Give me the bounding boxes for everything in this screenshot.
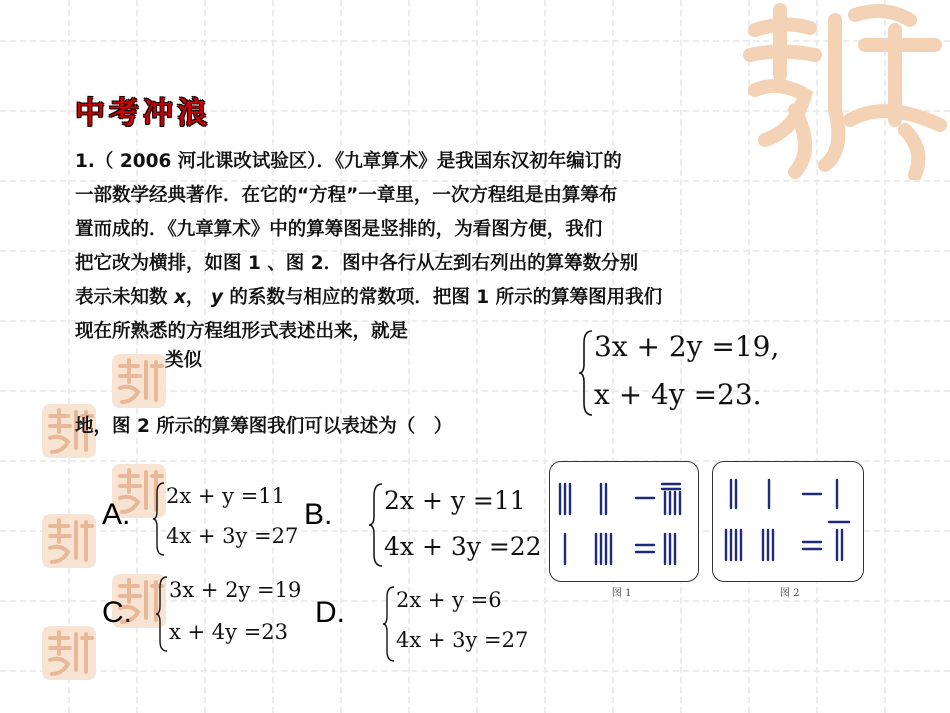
variable-x: x	[173, 287, 186, 308]
option-a-system[interactable]	[152, 480, 312, 558]
option-b-equation-1: 2x + y =11	[384, 486, 526, 515]
figure-1-rod-diagram	[549, 461, 699, 582]
question-line-1: 1.（ 2006 河北课改试验区）．《九章算术》是我国东汉初年编订的	[75, 151, 622, 172]
option-d-system[interactable]	[382, 584, 552, 664]
given-equation-1: 3x + 2y =19,	[594, 330, 780, 363]
option-c-label[interactable]: C.	[102, 596, 132, 629]
brace-icon	[382, 584, 396, 664]
option-d-equation-1: 2x + y =6	[396, 588, 502, 612]
option-d-equation-2: 4x + 3y =27	[396, 628, 529, 652]
question-line-4: 把它改为横排，如图 1 、图 2．图中各行从左到右列出的算筹数分别	[75, 253, 639, 274]
counting-rods-icon	[550, 462, 698, 581]
counting-rods-icon	[713, 462, 863, 581]
brace-icon	[152, 480, 166, 558]
option-d-label[interactable]: D.	[315, 596, 345, 629]
option-a-equation-2: 4x + 3y =27	[166, 524, 299, 548]
question-line-5-a: 表示未知数	[75, 287, 174, 308]
small-seal-icon	[40, 624, 98, 682]
question-line-5-b: ，	[185, 287, 211, 308]
figure-2-rod-diagram	[712, 461, 864, 582]
option-a-equation-1: 2x + y =11	[166, 484, 286, 508]
brace-icon	[155, 574, 169, 654]
figure-1-caption: 图 1	[612, 588, 632, 599]
small-seal-icon	[110, 352, 168, 410]
question-line-5-c: 的系数与相应的常数项．把图 1 所示的算筹图用我们	[222, 287, 663, 308]
option-c-equation-2: x + 4y =23	[169, 620, 289, 644]
question-line-7: 类似	[165, 350, 203, 371]
option-c-equation-1: 3x + 2y =19	[169, 578, 302, 602]
question-line-5	[75, 283, 662, 309]
page-title: 中考冲浪	[75, 96, 211, 131]
question-line-6: 现在所熟悉的方程组形式表述出来，就是	[75, 321, 409, 342]
option-b-equation-2: 4x + 3y =22	[384, 532, 542, 561]
question-line-2: 一部数学经典著作．在它的“方程”一章里，一次方程组是由算筹布	[75, 185, 618, 206]
option-b-system[interactable]	[368, 480, 548, 570]
brace-icon	[578, 328, 594, 418]
option-c-system[interactable]	[155, 574, 315, 654]
question-line-3: 置而成的．《九章算术》中的算筹图是竖排的，为看图方便，我们	[75, 219, 603, 240]
given-equation-2: x + 4y =23.	[594, 378, 762, 411]
option-a-label[interactable]: A.	[102, 498, 131, 531]
given-equation-system	[578, 328, 798, 418]
brace-icon	[368, 480, 384, 570]
figure-2-caption: 图 2	[780, 588, 800, 599]
small-seal-icon	[40, 512, 98, 570]
variable-y: y	[210, 287, 223, 308]
calligraphy-seal-icon	[735, 0, 950, 180]
option-b-label[interactable]: B.	[304, 498, 333, 531]
question-line-8: 地，图 2 所示的算筹图我们可以表述为（ ）	[75, 416, 453, 437]
